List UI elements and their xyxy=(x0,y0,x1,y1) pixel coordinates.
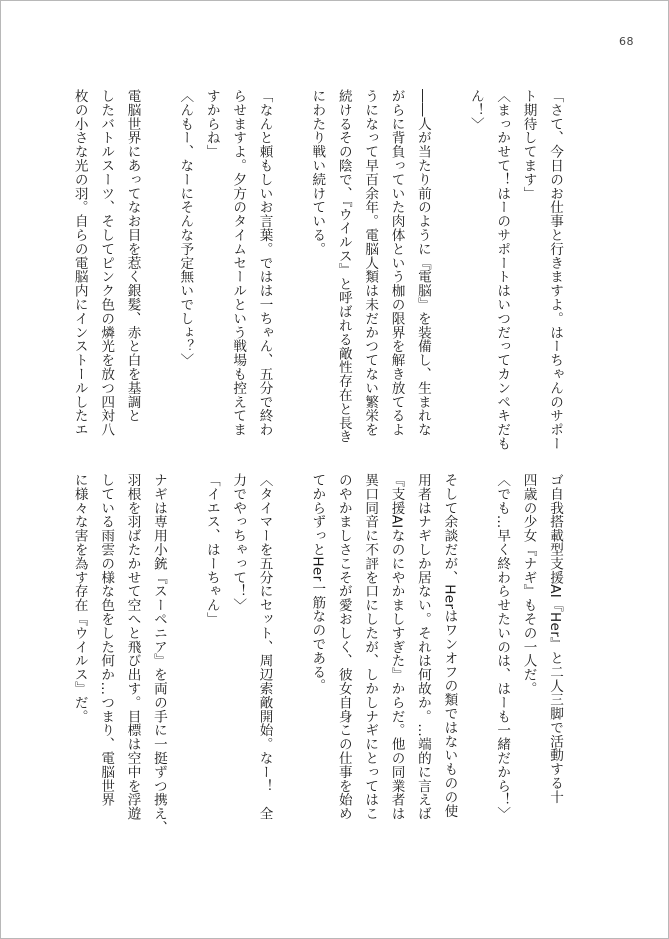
text-line: 四歳の少女『ナギ』もその一人だ。 xyxy=(520,473,537,696)
blank-line xyxy=(278,89,304,465)
text-line: ん！〉 xyxy=(467,89,484,131)
blank-line xyxy=(278,473,304,849)
text-line: すからね」 xyxy=(203,89,220,159)
text-line: うになって早百余年。電脳人類は未だかつてない繁栄を xyxy=(362,89,379,437)
text-block-bottom xyxy=(66,473,568,849)
text-line: 〈でも…早く終わらせたいのは、はーも一緒だから！〉 xyxy=(494,473,511,821)
text-line: 力でやっちゃって！〉 xyxy=(230,473,247,612)
text-line: 続けるその陰で、『ウイルス』と呼ばれる敵性存在と長き xyxy=(335,89,352,444)
text-line: 異口同音に不評を口にしたが、しかしナギにとってはこ xyxy=(362,473,379,821)
page-number: 68 xyxy=(619,35,634,48)
text-line: のやかましさこそが愛おしく、彼女自身この仕事を始め xyxy=(335,473,352,821)
blank-line xyxy=(436,89,462,465)
text-line: 「イエス、はーちゃん」 xyxy=(203,473,220,626)
text-line: 〈んもー、なーにそんな予定無いでしょ？〉 xyxy=(177,89,194,367)
text-line: 〈まっかせて！はーのサポートはいつだってカンペキだも xyxy=(494,89,511,451)
text-line: にわたり戦い続けている。 xyxy=(309,89,326,256)
text-line: がらに背負っていた肉体という枷の限界を解き放てるよ xyxy=(388,89,405,437)
blank-line xyxy=(172,473,198,849)
text-line: したバトルスーツ、そしてピンク色の燐光を放つ四対八 xyxy=(98,89,115,437)
text-line: 「さて、今日のお仕事と行きますよ。はーちゃんのサポー xyxy=(547,89,563,451)
blank-line xyxy=(146,89,172,465)
text-line: 『支援AIなのにやかましすぎた』からだ。他の同業者は xyxy=(388,473,405,821)
text-line: 〈タイマーを五分にセット、周辺索敵開始。なー！ 全 xyxy=(256,473,273,821)
text-line: している雨雲の様な色をした何か…つまり、電脳世界 xyxy=(98,473,115,807)
text-line: ――人が当たり前のように『電脳』を装備し、生まれな xyxy=(414,89,431,437)
text-line: てからずっとHer一筋なのである。 xyxy=(309,473,326,693)
text-line: 電脳世界にあってなお目を惹く銀髪、赤と白を基調と xyxy=(124,89,141,423)
blank-line xyxy=(462,473,488,849)
text-line: 枚の小さな光の羽。自らの電脳内にインストールしたエ xyxy=(71,89,88,437)
text-line: 羽根を羽ばたかせて空へと飛び出す。目標は空中を浮遊 xyxy=(124,473,141,821)
text-line: ゴ自我搭載型支援AI『Her』と二人三脚で活動する十 xyxy=(547,473,563,804)
text-line: そして余談だが、Herはワンオフの類ではないものの使 xyxy=(441,473,458,818)
text-line: 「なんと頼もしいお言葉。ではは一ちゃん、五分で終わ xyxy=(256,89,273,437)
text-line: らせますよ。夕方のタイムセールという戦場も控えてま xyxy=(230,89,247,437)
text-line: ナギは専用小銃『スーペニア』を両の手に一挺ずつ携え、 xyxy=(150,473,167,835)
text-line: ト期待してます」 xyxy=(520,89,537,201)
text-line: に様々な害を為す存在『ウイルス』だ。 xyxy=(71,473,88,724)
text-line: 用者はナギしか居ない。それは何故か。…端的に言えば xyxy=(414,473,431,821)
text-block-top xyxy=(66,89,568,465)
